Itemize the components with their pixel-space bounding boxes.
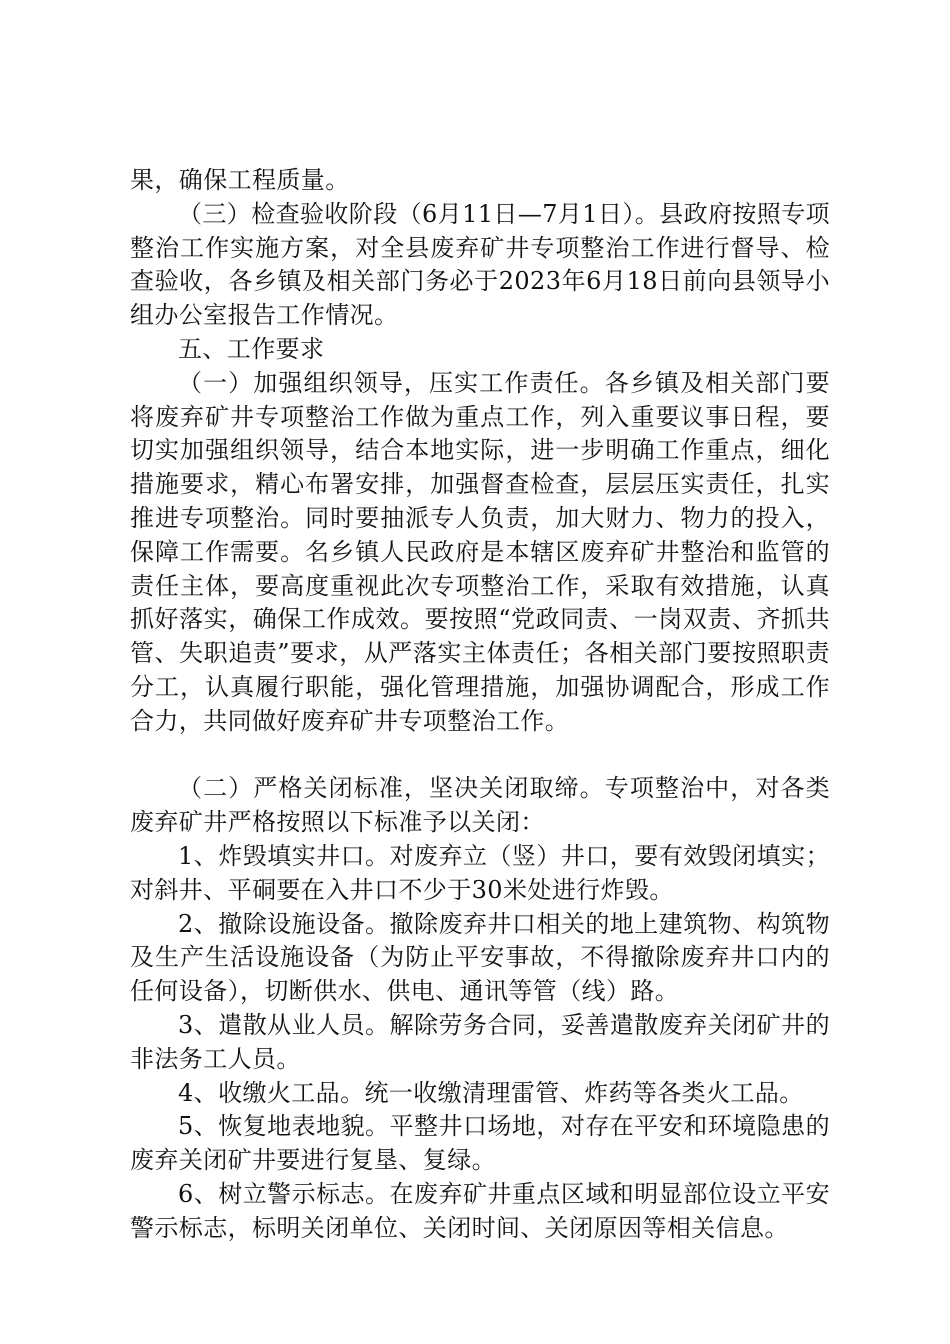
- list-item-3: 3、遣散从业人员。解除劳务合同，妥善遣散废弃关闭矿井的非法务工人员。: [130, 1010, 830, 1073]
- list-item-1: 1、炸毁填实井口。对废弃立（竖）井口，要有效毁闭填实；对斜井、平硐要在入井口不少于30米处进行炸毁。: [130, 841, 830, 904]
- paragraph-inspection-stage: （三）检查验收阶段（6月11日—7月1日）。县政府按照专项整治工作实施方案，对全县废弃矿井专项整治工作进行督导、检查验收，各乡镇及相关部门务必于2023年6月18日前向县领导小组办公室报告工作情况。: [130, 199, 830, 330]
- paragraph-continuation: 果，确保工程质量。: [130, 166, 350, 194]
- list-item-6: 6、树立警示标志。在废弃矿井重点区域和明显部位设立平安警示标志，标明关闭单位、关闭时间、关闭原因等相关信息。: [130, 1179, 830, 1242]
- list-item-4: 4、收缴火工品。统一收缴清理雷管、炸药等各类火工品。: [178, 1078, 804, 1107]
- document-body: [130, 164, 830, 1246]
- list-item-2: 2、撤除设施设备。撤除废弃井口相关的地上建筑物、构筑物及生产生活设施设备（为防止平安事故，不得撤除废弃井口内的任何设备），切断供水、供电、通讯等管（线）路。: [130, 909, 830, 1006]
- section-heading-work-requirements: 五、工作要求: [178, 334, 325, 363]
- paragraph-gap: [130, 739, 830, 773]
- paragraph-closure-standards: （二）严格关闭标准，坚决关闭取缔。专项整治中，对各类废弃矿井严格按照以下标准予以关闭：: [130, 774, 830, 837]
- list-item-5: 5、恢复地表地貌。平整井口场地，对存在平安和环境隐患的废弃关闭矿井要进行复垦、复绿。: [130, 1112, 830, 1175]
- paragraph-strengthen-leadership: （一）加强组织领导，压实工作责任。各乡镇及相关部门要将废弃矿井专项整治工作做为重点工作，列入重要议事日程，要切实加强组织领导，结合本地实际，进一步明确工作重点，细化措施要求，精心布署安排，加强督查检查，层层压实责任，扎实推进专项整治。同时要抽派专人负责，加大财力、物力的投入，保障工作需要。名乡镇人民政府是本辖区废弃矿井整治和监管的责任主体，要高度重视此次专项整治工作，采取有效措施，认真抓好落实，确保工作成效。要按照“党政同责、一岗双责、齐抓共管、失职追责”要求，从严落实主体责任；各相关部门要按照职责分工，认真履行职能，强化管理措施，加强协调配合，形成工作合力，共同做好废弃矿井专项整治工作。: [130, 368, 830, 735]
